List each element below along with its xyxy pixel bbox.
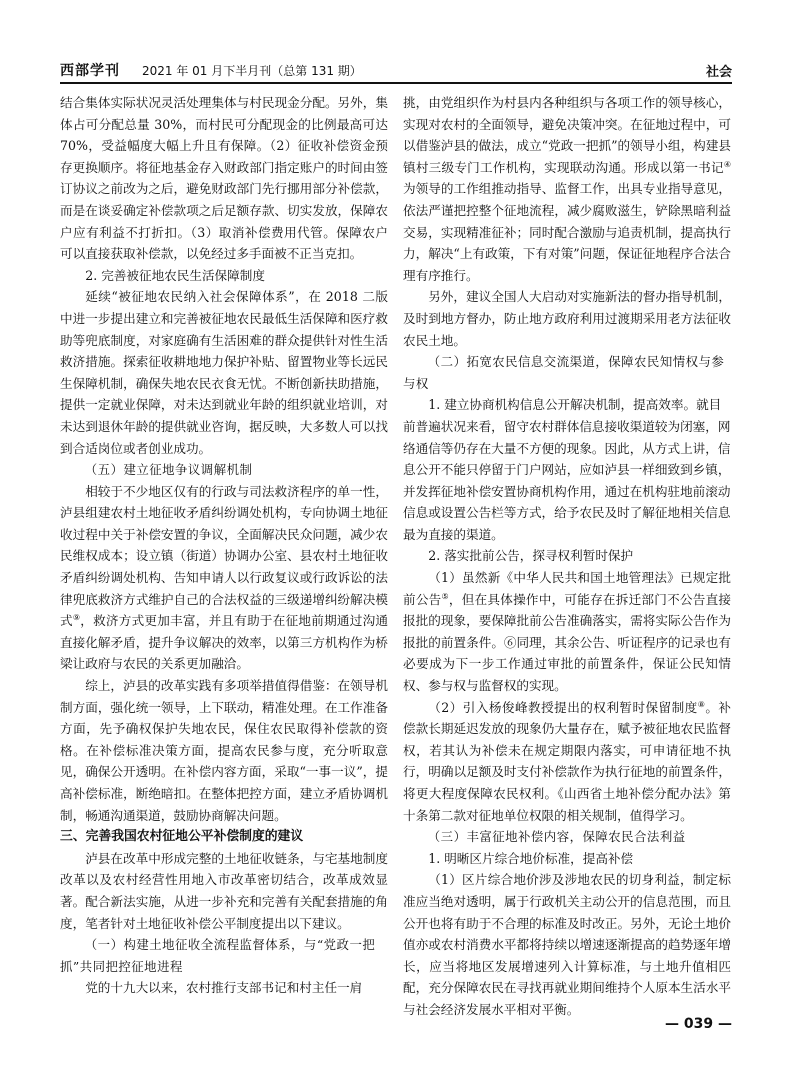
paragraph — [60, 92, 388, 265]
paragraph-text: 综上，泸县的改革实践有多项举措值得借鉴：在领导机制方面，强化统一领导，上下联动，精准处理。在工作准备方面，先予确权保护失地农民，保住农民取得补偿款的资格。在补偿标准决策方面，提高农民参与度，充分听取意见，确保公开透明。在补偿内容方面，采取“一事一议”，提高补偿标准，断绝暗扣。在整体把控方面，建立矛盾协调机制，畅通沟通渠道，鼓励协商解决问题。 — [60, 678, 388, 823]
paragraph-text: 挑，由党组织作为村县内各种组织与各项工作的领导核心，实现对农村的全面领导，避免决策冲突。在征地过程中，可以借鉴泸县的做法，成立“党政一把抓”的领导小组，构建县镇村三级专门工作机构，实现联动沟通。形成以第一书记 — [403, 95, 731, 175]
issue-info: 2021 年 01 月下半月刊（总第 131 期） — [142, 64, 362, 78]
page-number: — 039 — — [665, 1016, 732, 1032]
paragraph-text: 为领导的工作组推动指导、监督工作，出具专业指导意见，依法严谨把控整个征地流程，减少腐败滋生，铲除黑暗利益交易，实现精准征补；同时配合激励与追责机制，提高执行力，解决“上有政策，下有对策”问题，保证征地程序合法合理有序推行。 — [403, 181, 731, 283]
footnote-marker: ⑨ — [72, 613, 81, 623]
section-heading — [60, 265, 388, 287]
paragraph-text: 相较于不少地区仅有的行政与司法救济程序的单一性，泸县组建农村土地征收矛盾纠纷调处机构，专向协调土地征收过程中关于补偿安置的争议，全面解决民众问题，减少农民维权成本；设立镇（街道）协调办公室、县农村土地征收矛盾纠纷调处机构、告知申请人以行政复议或行政诉讼的法律兜底救济方式维护自己的合法权益的三级递增纠纷解决模式 — [60, 483, 388, 629]
paragraph — [403, 869, 731, 1020]
section-heading — [403, 848, 731, 870]
paragraph-text: 结合集体实际状况灵活处理集体与村民现金分配。另外，集体占可分配总量 30%，而村民可分配现金的比例最高可达 70%，受益幅度大幅上升且有保障。（2）征收补偿资金预存更换顺序。将征地基金存入财政部门指定账户的时间由签订协议之前改为之后，避免财政部门先行挪用部分补偿款，而是在谈妥确定补偿款项之后足额存款、切实发放，保障农户应有利益不打折扣。（3）取消补偿费用代管。保障农户可以直接获取补偿款，以免经过多手面被不正当克扣。 — [60, 95, 388, 262]
section-heading — [60, 459, 388, 481]
section-heading — [403, 826, 731, 848]
paragraph — [60, 481, 388, 675]
paragraph-text: （二）拓宽农民信息交流渠道，保障农民知情权与参与权 — [403, 354, 725, 391]
left-column — [60, 92, 388, 1022]
paragraph-text: （2）引入杨俊峰教授提出的权利暂时保留制度 — [428, 699, 698, 715]
section-heading — [60, 826, 388, 848]
footnote-marker: ⑤ — [441, 591, 449, 601]
paragraph-text: 党的十九大以来，农村推行支部书记和村主任一肩 — [85, 980, 363, 996]
paragraph — [403, 286, 731, 351]
running-header — [60, 58, 732, 82]
paragraph-text: （1）区片综合地价涉及涉地农民的切身利益，制定标准应当绝对透明，属于行政机关主动公开的信息范围，而且公开也将有助于不合理的标准及时改正。另外，无论土地价值亦或农村消费水平都将持续以增速逐渐提高的趋势逐年增长，应当将地区发展增速列入计算标准，与土地升值相匹配，充分保障农民在寻找再就业期间维持个人原本生活水平与社会经济发展水平相对平衡。 — [403, 872, 731, 1017]
footnote-marker: ④ — [723, 159, 731, 169]
footnote-marker: ⑧ — [697, 699, 706, 709]
paragraph-text: 延续“被征地农民纳入社会保障体系”，在 2018 二版中进一步提出建立和完善被征地农民最低生活保障和医疗救助等兜底制度，对家庭确有生活困难的群众提供针对性生活救济措施。探索征收耕地地力保护补贴、留置物业等长远民生保障机制，确保失地农民衣食无忧。不断创新扶助措施，提供一定就业保障，对未达到就业年龄的组织就业培训，对未达到退休年龄的提供就业咨询，据反映，大多数人可以找到合适岗位或者创业成功。 — [60, 289, 388, 456]
section-heading — [403, 351, 731, 394]
section-name: 社会 — [705, 65, 732, 80]
paragraph-text: 1. 明晰区片综合地价标准，提高补偿 — [428, 850, 634, 866]
section-heading — [403, 394, 731, 545]
paragraph-text: （五）建立征地争议调解机制 — [84, 462, 253, 478]
paragraph-text: 另外，建议全国人大启动对实施新法的督办指导机制，及时到地方督办，防止地方政府利用过渡期采用老方法征收农民土地。 — [403, 289, 731, 348]
paragraph-text: 2. 落实批前公告，探寻权利暂时保护 — [428, 548, 634, 564]
paragraph — [60, 286, 388, 459]
paragraph-text: 。补偿款长期延迟发放的现象仍大量存在，赋予被征地农民监督权，若其认为补偿未在规定期限内落实，可申请征地不执行，明确以足额及时支付补偿款作为执行征地的前置条件，将更大程度保障农民权利。《山西省土地补偿分配办法》第十条第二款 — [403, 699, 731, 823]
paragraph-text: （1）虽然新《中华人民共和国土地管理法》已规定批前公告 — [403, 570, 731, 607]
paragraph-text: 三、完善我国农村征地公平补偿制度的建议 — [60, 829, 304, 845]
paragraph-text: 对征地单位权限的相关规制，值得学习。 — [465, 807, 693, 823]
paragraph — [60, 977, 388, 999]
paragraph — [403, 92, 731, 286]
paragraph-text: 1. 建立协商机构信息公开解决机制，提高效率。就目前普遍状况来看，留守农村群体信息接收渠道较为闭塞，网络通信等仍存在大量不方便的现象。因此，从方式上讲，信息公开不能只停留于门户网站，应如泸县一样细致到乡镇，并发挥征地补偿安置协商机构作用，通过在机构驻地前滚动信息或设置公告栏等方式，给予农民及时了解征地相关信息最为直接的渠道。 — [403, 397, 731, 542]
paragraph-text: ，但在具体操作中，可能存在拆迁部门不公告直接报批的现象，要保障批前公告准确落实，需将实际公告作为报批的前置条件。⑥同理，其余公告、听证程序的记录也有必要成为下一步工作通过审批的前置条件，保证公民知情权、参与权与监督权的实现。 — [403, 591, 731, 694]
paragraph — [403, 697, 731, 827]
paragraph — [60, 675, 388, 826]
paragraph — [60, 848, 388, 934]
journal-brand: 西部学刊 — [60, 63, 120, 79]
section-heading — [403, 545, 731, 567]
paragraph-text: （三）丰富征地补偿内容，保障农民合法利益 — [427, 829, 686, 845]
paragraph-text: 2. 完善被征地农民生活保障制度 — [85, 267, 265, 283]
paragraph — [403, 567, 731, 697]
paragraph-text: 泸县在改革中形成完整的土地征收链条，与宅基地制度改革以及农村经营性用地入市改革密切结合，改革成效显著。配合新法实施，从进一步补充和完善有关配套措施的角度，笔者针对土地征收补偿公平制度提出以下建议。 — [60, 850, 388, 931]
section-heading — [60, 934, 388, 977]
right-column — [403, 92, 731, 1022]
header-rule — [60, 82, 732, 84]
paragraph-text: （一）构建土地征收全流程监督体系，与“党政一把抓”共同把控征地进程 — [60, 937, 376, 974]
paragraph-text: ，救济方式更加丰富，并且有助于在征地前期通过沟通直接化解矛盾，提升争议解决的效率，以第三方机构作为桥梁让政府与农民的关系更加融洽。 — [60, 613, 388, 672]
